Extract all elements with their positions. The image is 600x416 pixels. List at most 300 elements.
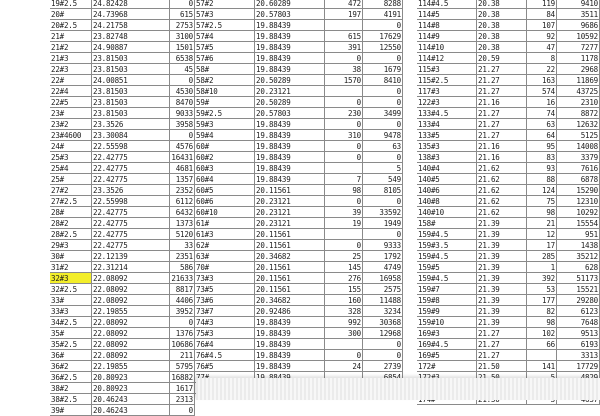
table-cell[interactable]: 117#3 — [417, 86, 477, 97]
table-cell[interactable]: 0 — [325, 119, 363, 130]
table-cell[interactable]: 6193 — [557, 339, 600, 350]
table-cell[interactable]: 20.50289 — [255, 75, 325, 86]
table-cell[interactable]: 23.3526 — [92, 185, 170, 196]
table-cell[interactable]: 4576 — [170, 141, 195, 152]
table-cell[interactable]: 9033 — [170, 108, 195, 119]
table-cell[interactable]: 19.88439 — [255, 339, 325, 350]
table-cell[interactable]: 15521 — [557, 284, 600, 295]
table-cell[interactable]: 20#2.5 — [50, 20, 92, 31]
table-cell[interactable]: 23#2 — [50, 119, 92, 130]
table-cell[interactable]: 16882 — [171, 373, 193, 382]
table-cell[interactable]: 12968 — [363, 328, 403, 339]
table-cell[interactable]: 19.88439 — [255, 20, 325, 31]
table-cell[interactable]: 0 — [363, 119, 403, 130]
table-cell[interactable]: 60# — [195, 141, 255, 152]
table-cell[interactable]: 1570 — [325, 75, 363, 86]
table-cell[interactable]: 64 — [527, 130, 557, 141]
table-cell[interactable]: 21.50 — [477, 361, 527, 372]
table-cell[interactable]: 21.27 — [477, 130, 527, 141]
table-cell[interactable]: 22.08092 — [92, 295, 170, 306]
table-cell[interactable]: 211 — [170, 350, 195, 361]
table-cell[interactable]: 19.88439 — [255, 163, 325, 174]
table-cell[interactable]: 3379 — [557, 152, 600, 163]
table-cell[interactable]: 20.11561 — [255, 185, 325, 196]
table-cell[interactable]: 20.80923 — [92, 383, 170, 394]
table-cell[interactable]: 25 — [325, 251, 363, 262]
table-cell[interactable]: 63# — [195, 251, 255, 262]
table-cell[interactable]: 23# — [50, 108, 92, 119]
table-cell[interactable]: 10292 — [557, 207, 600, 218]
table-cell[interactable]: 22#5 — [50, 97, 92, 108]
table-cell[interactable]: 22.19855 — [92, 306, 170, 317]
table-cell[interactable]: 1949 — [363, 218, 403, 229]
table-cell[interactable]: 160 — [325, 295, 363, 306]
table-cell[interactable]: 75 — [527, 196, 557, 207]
table-cell[interactable]: 57#6 — [195, 53, 255, 64]
table-cell[interactable]: 3511 — [557, 9, 600, 20]
table-cell[interactable]: 0 — [325, 97, 363, 108]
table-cell[interactable]: 73#6 — [195, 295, 255, 306]
table-cell[interactable]: 20.11561 — [255, 284, 325, 295]
table-cell[interactable]: 88 — [527, 174, 557, 185]
table-cell[interactable]: 20.46243 — [92, 405, 170, 416]
table-cell[interactable]: 20.23121 — [255, 207, 325, 218]
table-cell[interactable]: 84 — [527, 9, 557, 20]
table-cell[interactable]: 2351 — [170, 251, 195, 262]
table-cell[interactable]: 22.42775 — [92, 152, 170, 163]
table-cell[interactable]: 21.39 — [477, 295, 527, 306]
table-cell[interactable]: 135#3 — [417, 141, 477, 152]
table-cell[interactable]: 60#5 — [195, 185, 255, 196]
table-cell[interactable]: 159#8 — [417, 295, 477, 306]
table-cell[interactable]: 19.88439 — [255, 328, 325, 339]
table-cell[interactable]: 20.23121 — [255, 218, 325, 229]
table-cell[interactable]: 57#3 — [195, 9, 255, 20]
table-cell[interactable]: 0 — [363, 97, 403, 108]
table-cell[interactable]: 98 — [527, 207, 557, 218]
table-cell[interactable]: 163 — [527, 75, 557, 86]
table-cell[interactable]: 25#4 — [50, 163, 92, 174]
table-cell[interactable]: 47 — [527, 42, 557, 53]
table-cell[interactable]: 33#3 — [50, 306, 92, 317]
table-cell[interactable]: 285 — [527, 251, 557, 262]
table-cell[interactable]: 19.88439 — [255, 130, 325, 141]
table-cell[interactable]: 328 — [325, 306, 363, 317]
table-cell[interactable]: 140#5 — [417, 174, 477, 185]
table-cell[interactable]: 169#4.5 — [417, 339, 477, 350]
table-cell[interactable]: 6878 — [557, 174, 600, 185]
table-cell[interactable]: 27#2.5 — [50, 196, 92, 207]
table-cell[interactable]: 5795 — [170, 361, 195, 372]
table-cell[interactable]: 22.42775 — [92, 163, 170, 174]
table-cell[interactable]: 20.38 — [477, 20, 527, 31]
table-cell[interactable]: 159#3.5 — [417, 240, 477, 251]
table-cell[interactable]: 19.88439 — [255, 119, 325, 130]
table-cell[interactable]: 62# — [195, 240, 255, 251]
table-cell[interactable]: 992 — [325, 317, 363, 328]
table-cell[interactable]: 32#2.5 — [50, 284, 92, 295]
table-cell[interactable]: 9333 — [363, 240, 403, 251]
table-cell[interactable]: 0 — [170, 130, 195, 141]
table-cell[interactable]: 24# — [50, 141, 92, 152]
table-cell[interactable]: 0 — [325, 350, 363, 361]
table-cell[interactable]: 615 — [170, 9, 195, 20]
table-cell[interactable]: 38 — [325, 64, 363, 75]
table-cell[interactable]: 19.88439 — [255, 64, 325, 75]
table-cell[interactable]: 19.88439 — [255, 31, 325, 42]
table-cell[interactable]: 3234 — [363, 306, 403, 317]
table-cell[interactable]: 4530 — [170, 86, 195, 97]
table-cell[interactable]: 21.27 — [477, 64, 527, 75]
table-cell[interactable]: 58# — [195, 64, 255, 75]
table-cell[interactable]: 35# — [50, 328, 92, 339]
table-cell[interactable]: 300 — [325, 328, 363, 339]
table-cell[interactable]: 76#4 — [195, 339, 255, 350]
table-cell[interactable]: 10686 — [171, 340, 193, 349]
table-cell[interactable]: 0 — [170, 75, 195, 86]
table-cell[interactable]: 0 — [363, 229, 403, 240]
table-cell[interactable]: 4681 — [170, 163, 195, 174]
table-cell[interactable]: 124 — [527, 185, 557, 196]
table-cell[interactable]: 14008 — [557, 141, 600, 152]
table-cell[interactable]: 22.42775 — [92, 174, 170, 185]
table-cell[interactable]: 310 — [325, 130, 363, 141]
table-cell[interactable]: 230 — [325, 108, 363, 119]
table-cell[interactable]: 25# — [50, 174, 92, 185]
table-cell[interactable]: 0 — [325, 152, 363, 163]
table-cell[interactable]: 66 — [527, 339, 557, 350]
table-cell[interactable]: 27#2 — [50, 185, 92, 196]
table-cell[interactable]: 22.42775 — [92, 207, 170, 218]
table-cell[interactable]: 53 — [527, 284, 557, 295]
table-cell[interactable]: 21.27 — [477, 119, 527, 130]
table-cell[interactable]: 58#2 — [195, 75, 255, 86]
table-cell[interactable]: 141 — [527, 361, 557, 372]
table-cell[interactable]: 23.81503 — [92, 64, 170, 75]
table-cell[interactable]: 92 — [527, 31, 557, 42]
table-cell[interactable]: 63 — [363, 141, 403, 152]
table-cell[interactable]: 10592 — [557, 31, 600, 42]
table-cell[interactable]: 98 — [325, 185, 363, 196]
table-cell[interactable]: 8 — [527, 53, 557, 64]
table-cell[interactable]: 21.39 — [477, 251, 527, 262]
table-cell[interactable]: 9513 — [557, 328, 600, 339]
table-cell[interactable]: 574 — [527, 86, 557, 97]
table-cell[interactable]: 16 — [527, 97, 557, 108]
table-cell[interactable]: 21.62 — [477, 207, 527, 218]
table-cell[interactable]: 22.42775 — [92, 229, 170, 240]
table-cell[interactable]: 197 — [325, 9, 363, 20]
table-cell[interactable]: 22.42775 — [92, 218, 170, 229]
table-cell[interactable]: 8288 — [363, 0, 403, 9]
table-cell[interactable]: 20.59 — [477, 53, 527, 64]
table-cell[interactable]: 20.50289 — [255, 97, 325, 108]
table-cell[interactable]: 114#5 — [417, 9, 477, 20]
table-cell[interactable]: 0 — [325, 141, 363, 152]
table-cell[interactable]: 155 — [325, 284, 363, 295]
table-cell[interactable]: 3313 — [557, 350, 600, 361]
table-cell[interactable]: 3952 — [170, 306, 195, 317]
table-cell[interactable]: 11488 — [363, 295, 403, 306]
table-cell[interactable]: 11869 — [557, 75, 600, 86]
table-cell[interactable]: 21.39 — [477, 273, 527, 284]
table-cell[interactable]: 8105 — [363, 185, 403, 196]
table-cell[interactable]: 60#6 — [195, 196, 255, 207]
table-cell[interactable]: 36#2 — [50, 361, 92, 372]
table-cell[interactable]: 29#3 — [50, 240, 92, 251]
table-cell[interactable]: 19.88439 — [255, 361, 325, 372]
table-cell[interactable]: 21.39 — [477, 284, 527, 295]
table-cell[interactable]: 169#5 — [417, 350, 477, 361]
table-cell[interactable]: 3100 — [170, 31, 195, 42]
table-cell[interactable]: 38#2 — [50, 383, 92, 394]
table-cell[interactable]: 0 — [325, 240, 363, 251]
table-cell[interactable]: 15554 — [557, 218, 600, 229]
table-cell[interactable]: 615 — [325, 31, 363, 42]
table-cell[interactable]: 22#3 — [50, 64, 92, 75]
table-cell[interactable]: 0 — [325, 196, 363, 207]
table-cell[interactable]: 140#10 — [417, 207, 477, 218]
table-cell[interactable]: 472 — [325, 0, 363, 9]
table-cell[interactable]: 73#7 — [195, 306, 255, 317]
table-cell[interactable]: 7277 — [557, 42, 600, 53]
table-cell[interactable]: 23#4600 — [50, 130, 92, 141]
table-cell[interactable]: 23.81503 — [92, 86, 170, 97]
table-cell[interactable]: 35#2.5 — [50, 339, 92, 350]
table-cell[interactable]: 8470 — [170, 97, 195, 108]
table-cell[interactable]: 35212 — [557, 251, 600, 262]
table-cell[interactable]: 21# — [50, 31, 92, 42]
table-cell[interactable]: 19.88439 — [255, 350, 325, 361]
table-cell[interactable]: 2739 — [363, 361, 403, 372]
table-cell[interactable]: 36# — [50, 350, 92, 361]
table-cell[interactable]: 21.16 — [477, 152, 527, 163]
table-cell[interactable]: 392 — [527, 273, 557, 284]
table-cell[interactable]: 63 — [527, 119, 557, 130]
table-cell[interactable]: 21.27 — [477, 328, 527, 339]
table-cell[interactable]: 60#4 — [195, 174, 255, 185]
table-cell[interactable]: 159#9 — [417, 306, 477, 317]
table-cell[interactable]: 39# — [50, 405, 92, 416]
table-cell[interactable]: 9478 — [363, 130, 403, 141]
table-cell[interactable]: 57#5 — [195, 42, 255, 53]
table-cell[interactable]: 22.19855 — [92, 361, 170, 372]
table-cell[interactable]: 98 — [527, 317, 557, 328]
table-cell[interactable]: 114#4.5 — [417, 0, 477, 9]
table-cell[interactable]: 17629 — [363, 31, 403, 42]
table-cell[interactable]: 102 — [527, 328, 557, 339]
table-cell[interactable]: 172# — [417, 361, 477, 372]
table-cell[interactable]: 0 — [170, 405, 195, 416]
table-cell[interactable]: 159#4.5 — [417, 273, 477, 284]
table-cell[interactable]: 24.21758 — [92, 20, 170, 31]
table-cell[interactable]: 159#7 — [417, 284, 477, 295]
table-cell[interactable]: 17729 — [557, 361, 600, 372]
table-cell[interactable]: 45 — [170, 64, 195, 75]
table-cell[interactable]: 30# — [50, 251, 92, 262]
table-cell[interactable]: 1438 — [557, 240, 600, 251]
table-cell[interactable]: 73#3 — [195, 273, 255, 284]
table-cell[interactable]: 32#3 — [50, 273, 92, 284]
table-cell[interactable]: 276 — [325, 273, 363, 284]
table-cell[interactable]: 20.80923 — [92, 372, 170, 383]
table-cell[interactable]: 177 — [527, 295, 557, 306]
table-cell[interactable]: 159#5 — [417, 262, 477, 273]
table-cell[interactable]: 22.08092 — [92, 317, 170, 328]
table-cell[interactable]: 23.81503 — [92, 108, 170, 119]
table-cell[interactable]: 76#4.5 — [195, 350, 255, 361]
table-cell[interactable]: 549 — [363, 174, 403, 185]
table-cell[interactable]: 1 — [527, 262, 557, 273]
table-cell[interactable]: 21.27 — [477, 350, 527, 361]
table-cell[interactable]: 0 — [363, 350, 403, 361]
table-cell[interactable]: 61#3 — [195, 229, 255, 240]
table-cell[interactable]: 19.88439 — [255, 317, 325, 328]
table-cell[interactable]: 0 — [325, 53, 363, 64]
table-cell[interactable]: 20.57803 — [255, 9, 325, 20]
table-cell[interactable]: 0 — [363, 339, 403, 350]
table-cell[interactable]: 59#4 — [195, 130, 255, 141]
table-cell[interactable]: 7648 — [557, 317, 600, 328]
table-cell[interactable]: 21 — [527, 218, 557, 229]
table-cell[interactable]: 107 — [527, 20, 557, 31]
table-cell[interactable]: 20.34682 — [255, 251, 325, 262]
table-cell[interactable]: 24.82428 — [92, 0, 170, 9]
table-cell[interactable]: 1376 — [170, 328, 195, 339]
table-cell[interactable]: 22.55598 — [92, 141, 170, 152]
table-cell[interactable]: 19.88439 — [255, 53, 325, 64]
table-cell[interactable]: 122#3 — [417, 97, 477, 108]
table-cell[interactable]: 20.92486 — [255, 306, 325, 317]
table-cell[interactable]: 4191 — [363, 9, 403, 20]
table-cell[interactable]: 28# — [50, 207, 92, 218]
table-cell[interactable]: 115#3 — [417, 64, 477, 75]
table-cell[interactable]: 2352 — [170, 185, 195, 196]
table-cell[interactable]: 59#3 — [195, 119, 255, 130]
table-cell[interactable]: 6538 — [170, 53, 195, 64]
table-cell[interactable]: 22.42775 — [92, 240, 170, 251]
table-cell[interactable]: 59# — [195, 97, 255, 108]
table-cell[interactable]: 95 — [527, 141, 557, 152]
table-cell[interactable]: 1617 — [170, 383, 195, 394]
table-cell[interactable]: 4406 — [170, 295, 195, 306]
table-cell[interactable]: 169#3 — [417, 328, 477, 339]
table-cell[interactable]: 22.31214 — [92, 262, 170, 273]
table-cell[interactable]: 6123 — [557, 306, 600, 317]
table-cell[interactable]: 39 — [325, 207, 363, 218]
table-cell[interactable]: 5 — [363, 163, 403, 174]
table-cell[interactable]: 12 — [527, 229, 557, 240]
table-cell[interactable]: 20.23121 — [255, 86, 325, 97]
table-cell[interactable]: 22.08092 — [92, 284, 170, 295]
table-cell[interactable]: 20.23121 — [255, 196, 325, 207]
table-cell[interactable]: 19.88439 — [255, 141, 325, 152]
table-cell[interactable]: 57#2 — [195, 0, 255, 9]
table-cell[interactable]: 6432 — [170, 207, 195, 218]
table-cell[interactable]: 20.34682 — [255, 295, 325, 306]
table-cell[interactable]: 628 — [557, 262, 600, 273]
table-cell[interactable]: 21.27 — [477, 339, 527, 350]
table-cell[interactable]: 24 — [325, 361, 363, 372]
table-cell[interactable]: 36#2.5 — [50, 372, 92, 383]
table-cell[interactable]: 12550 — [363, 42, 403, 53]
table-cell[interactable]: 22# — [50, 75, 92, 86]
table-cell[interactable]: 28#2.5 — [50, 229, 92, 240]
table-cell[interactable]: 133#5 — [417, 130, 477, 141]
table-cell[interactable]: 21.39 — [477, 306, 527, 317]
table-cell[interactable]: 5120 — [170, 229, 195, 240]
table-cell[interactable]: 0 — [170, 0, 195, 9]
table-cell[interactable]: 12632 — [557, 119, 600, 130]
table-cell[interactable]: 159#4.5 — [417, 251, 477, 262]
table-cell[interactable]: 21.27 — [477, 108, 527, 119]
table-cell[interactable]: 391 — [325, 42, 363, 53]
table-cell[interactable]: 8410 — [363, 75, 403, 86]
table-cell[interactable]: 20.38 — [477, 0, 527, 9]
table-cell[interactable]: 21.27 — [477, 86, 527, 97]
table-cell[interactable]: 21.16 — [477, 141, 527, 152]
table-cell[interactable]: 119 — [527, 0, 557, 9]
table-cell[interactable]: 21.39 — [477, 240, 527, 251]
table-cell[interactable]: 20.11561 — [255, 229, 325, 240]
table-cell[interactable]: 82 — [527, 306, 557, 317]
table-cell[interactable]: 140#8 — [417, 196, 477, 207]
table-cell[interactable]: 586 — [170, 262, 195, 273]
table-cell[interactable]: 21.27 — [477, 75, 527, 86]
table-cell[interactable]: 22.12139 — [92, 251, 170, 262]
table-cell[interactable]: 114#8 — [417, 20, 477, 31]
table-cell[interactable]: 22#4 — [50, 86, 92, 97]
table-cell[interactable]: 140#6 — [417, 185, 477, 196]
table-cell[interactable]: 22 — [527, 64, 557, 75]
table-cell[interactable]: 33# — [50, 295, 92, 306]
table-cell[interactable]: 158# — [417, 218, 477, 229]
table-cell[interactable]: 75#3 — [195, 328, 255, 339]
table-cell[interactable]: 20.11561 — [255, 262, 325, 273]
table-cell[interactable]: 22.55998 — [92, 196, 170, 207]
table-cell[interactable]: 2968 — [557, 64, 600, 75]
table-cell[interactable]: 24.00851 — [92, 75, 170, 86]
table-cell[interactable]: 21.62 — [477, 174, 527, 185]
table-cell[interactable]: 3499 — [363, 108, 403, 119]
table-cell[interactable]: 51173 — [557, 273, 600, 284]
table-cell[interactable]: 145 — [325, 262, 363, 273]
table-cell[interactable]: 83 — [527, 152, 557, 163]
table-cell[interactable]: 20# — [50, 9, 92, 20]
table-cell[interactable]: 114#12 — [417, 53, 477, 64]
table-cell[interactable]: 60#10 — [195, 207, 255, 218]
table-cell[interactable]: 21.39 — [477, 317, 527, 328]
table-cell[interactable]: 20.57803 — [255, 108, 325, 119]
table-cell[interactable]: 74 — [527, 108, 557, 119]
table-cell[interactable]: 7616 — [557, 163, 600, 174]
table-cell[interactable]: 22.08092 — [92, 350, 170, 361]
table-cell[interactable]: 5125 — [557, 130, 600, 141]
table-cell[interactable]: 60#2 — [195, 152, 255, 163]
table-cell[interactable]: 19.88439 — [255, 174, 325, 185]
table-cell[interactable]: 58#10 — [195, 86, 255, 97]
table-cell[interactable]: 0 — [363, 20, 403, 31]
table-cell[interactable]: 20.11561 — [255, 273, 325, 284]
table-cell[interactable]: 23.81503 — [92, 53, 170, 64]
table-cell[interactable]: 20.60289 — [255, 0, 325, 9]
table-cell[interactable]: 2753 — [170, 20, 195, 31]
table-cell[interactable]: 33 — [170, 240, 195, 251]
table-cell[interactable]: 29280 — [557, 295, 600, 306]
table-cell[interactable]: 951 — [557, 229, 600, 240]
table-cell[interactable]: 93 — [527, 163, 557, 174]
table-cell[interactable]: 23.3526 — [92, 119, 170, 130]
